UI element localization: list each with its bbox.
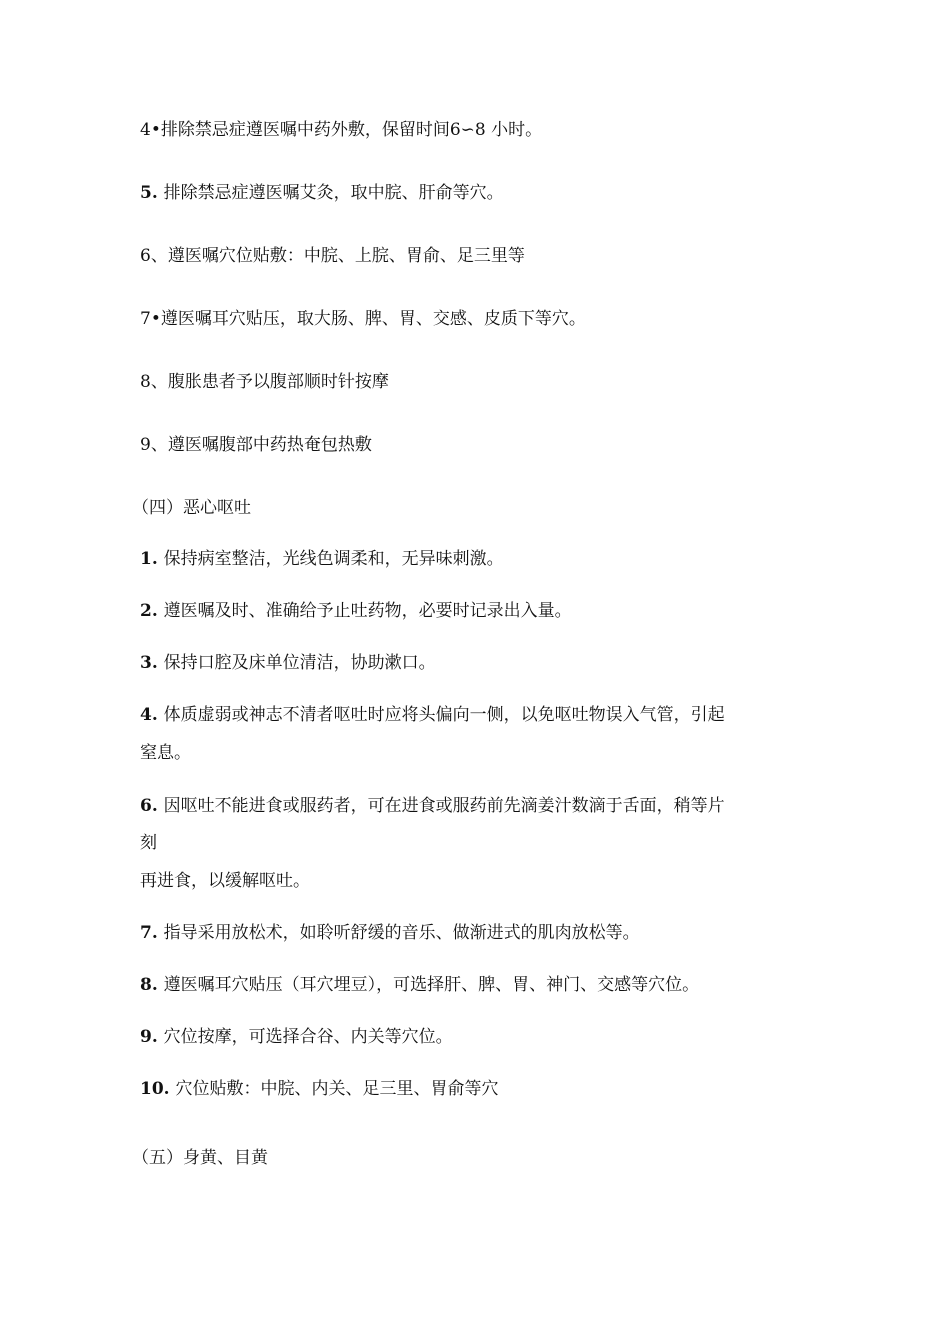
step-number: 5. [140, 183, 164, 203]
step-number: 10. [140, 1079, 176, 1099]
nausea-item-4-continued [140, 743, 191, 763]
step-text: 遵医嘱耳穴贴压，取大肠、脾、胃、交感、皮质下等穴。 [160, 309, 586, 329]
nausea-item-7 [140, 923, 640, 943]
nausea-item-6-continued [140, 833, 157, 853]
step-number: 6. [140, 796, 164, 816]
step-text: 遵医嘱腹部中药热奄包热敷 [167, 435, 372, 455]
step-text: 腹胀患者予以腹部顺时针按摩 [167, 372, 389, 392]
step-text: 遵医嘱及时、准确给予止吐药物，必要时记录出入量。 [163, 601, 572, 621]
step-line-9 [140, 435, 372, 455]
step-line-8 [140, 372, 389, 392]
step-text: 因呕吐不能进食或服药者，可在进食或服药前先滴姜汁数滴于舌面，稍等片 [163, 796, 725, 816]
step-text: 刻 [140, 833, 157, 853]
nausea-item-1 [140, 549, 504, 569]
step-number: 7. [140, 923, 164, 943]
step-text: 遵医嘱耳穴贴压（耳穴埋豆），可选择肝、脾、胃、神门、交感等穴位。 [163, 975, 700, 995]
step-number: 8. [140, 975, 164, 995]
nausea-item-3 [140, 653, 436, 673]
step-line-6 [140, 246, 525, 266]
step-text: 遵医嘱穴位贴敷：中脘、上脘、胃俞、足三里等 [167, 246, 525, 266]
nausea-item-4 [140, 705, 725, 725]
section-heading-jaundice [132, 1148, 268, 1168]
step-number: 1. [140, 549, 164, 569]
nausea-item-9 [140, 1027, 453, 1047]
section-heading-nausea [132, 498, 251, 518]
step-number: 8、 [140, 372, 168, 392]
step-line-5 [140, 183, 504, 203]
step-text: 保持病室整洁，光线色调柔和，无异味刺激。 [163, 549, 504, 569]
step-text: 穴位贴敷：中脘、内关、足三里、胃俞等穴 [175, 1079, 499, 1099]
step-text: 再进食，以缓解呕吐。 [140, 871, 310, 891]
step-text: 体质虚弱或神志不清者呕吐时应将头偏向一侧，以免呕吐物误入气管，引起 [163, 705, 725, 725]
step-text: 穴位按摩，可选择合谷、内关等穴位。 [163, 1027, 453, 1047]
step-number: 7• [140, 309, 161, 329]
step-text: 窒息。 [140, 743, 191, 763]
step-text: 指导采用放松术，如聆听舒缓的音乐、做渐进式的肌肉放松等。 [163, 923, 640, 943]
step-number: 2. [140, 601, 164, 621]
step-text: 排除禁忌症遵医嘱中药外敷，保留时间6∽8 小时。 [160, 120, 543, 140]
step-number: 9、 [140, 435, 168, 455]
step-text: 保持口腔及床单位清洁，协助漱口。 [163, 653, 436, 673]
step-line-4 [140, 120, 542, 140]
step-number: 4• [140, 120, 161, 140]
heading-text: （四）恶心呕吐 [132, 498, 251, 518]
nausea-item-2 [140, 601, 572, 621]
step-number: 4. [140, 705, 164, 725]
nausea-item-10 [140, 1079, 499, 1099]
step-number: 6、 [140, 246, 168, 266]
step-text: 排除禁忌症遵医嘱艾灸，取中脘、肝俞等穴。 [163, 183, 504, 203]
nausea-item-6-continued-2 [140, 871, 310, 891]
step-number: 9. [140, 1027, 164, 1047]
step-line-7 [140, 309, 586, 329]
heading-text: （五）身黄、目黄 [132, 1148, 268, 1168]
step-number: 3. [140, 653, 164, 673]
nausea-item-6 [140, 796, 725, 816]
nausea-item-8 [140, 975, 699, 995]
